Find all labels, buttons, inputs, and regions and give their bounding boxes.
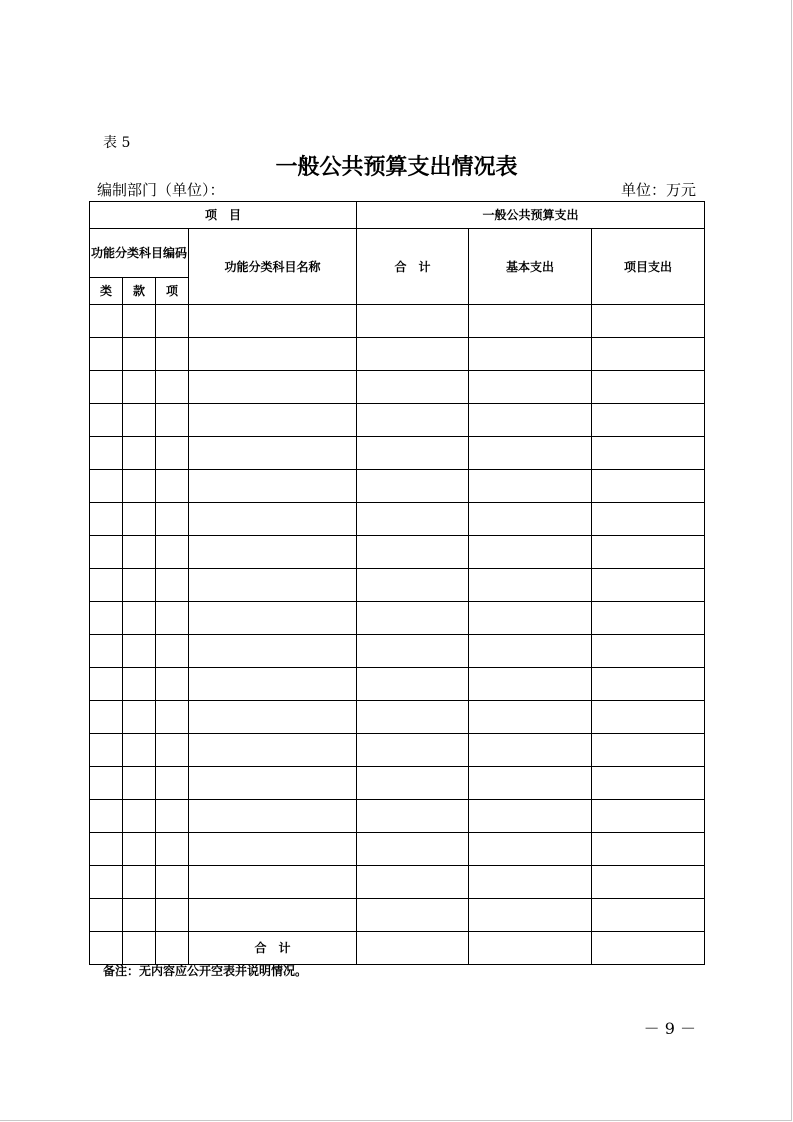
header-xiang: 项 — [156, 278, 189, 305]
header-lei: 类 — [90, 278, 123, 305]
table-cell — [156, 305, 189, 338]
table-cell — [156, 569, 189, 602]
table-row — [90, 734, 705, 767]
table-number: 表 5 — [103, 135, 131, 151]
table-cell — [469, 635, 592, 668]
table-cell — [123, 503, 156, 536]
page-title: 一般公共预算支出情况表 — [275, 155, 518, 180]
table-cell — [156, 437, 189, 470]
table-cell — [357, 866, 469, 899]
table-cell — [592, 701, 705, 734]
table-cell — [90, 437, 123, 470]
table-cell — [189, 338, 357, 371]
table-cell — [156, 932, 189, 965]
unit-label: 单位：万元 — [620, 181, 696, 199]
table-cell — [123, 701, 156, 734]
table-cell — [123, 338, 156, 371]
table-cell — [123, 800, 156, 833]
total-row-project — [592, 932, 705, 965]
table-cell — [357, 767, 469, 800]
table-cell — [189, 536, 357, 569]
total-row-label: 合 计 — [189, 932, 357, 965]
table-cell — [90, 635, 123, 668]
table-cell — [189, 503, 357, 536]
table-cell — [123, 536, 156, 569]
table-cell — [592, 767, 705, 800]
budget-expenditure-table — [89, 201, 705, 965]
table-cell — [123, 602, 156, 635]
table-cell — [357, 569, 469, 602]
table-cell — [189, 371, 357, 404]
table-cell — [469, 404, 592, 437]
total-row-basic — [469, 932, 592, 965]
table-cell — [469, 536, 592, 569]
table-cell — [469, 503, 592, 536]
table-row — [90, 635, 705, 668]
header-basic: 基本支出 — [469, 229, 592, 305]
total-row — [90, 932, 705, 965]
table-cell — [357, 404, 469, 437]
table-cell — [189, 767, 357, 800]
table-cell — [90, 503, 123, 536]
table-cell — [156, 668, 189, 701]
table-cell — [357, 470, 469, 503]
table-cell — [592, 569, 705, 602]
table-cell — [469, 833, 592, 866]
table-cell — [156, 800, 189, 833]
table-cell — [123, 899, 156, 932]
table-cell — [189, 404, 357, 437]
table-cell — [156, 866, 189, 899]
table-cell — [189, 437, 357, 470]
table-cell — [592, 371, 705, 404]
table-cell — [90, 305, 123, 338]
table-cell — [469, 305, 592, 338]
table-cell — [469, 338, 592, 371]
table-cell — [90, 734, 123, 767]
table-cell — [592, 635, 705, 668]
header-total: 合 计 — [357, 229, 469, 305]
table-cell — [123, 371, 156, 404]
header-code: 功能分类科目编码 — [90, 229, 189, 278]
table-cell — [357, 338, 469, 371]
table-cell — [357, 536, 469, 569]
header-project: 项目支出 — [592, 229, 705, 305]
table-cell — [189, 833, 357, 866]
total-row-total — [357, 932, 469, 965]
dept-label: 编制部门（单位）： — [97, 181, 225, 199]
table-cell — [592, 866, 705, 899]
table-cell — [123, 404, 156, 437]
table-cell — [469, 800, 592, 833]
table-cell — [469, 602, 592, 635]
table-cell — [189, 800, 357, 833]
table-cell — [156, 338, 189, 371]
table-cell — [90, 767, 123, 800]
table-row — [90, 767, 705, 800]
header-budget: 一般公共预算支出 — [357, 202, 705, 229]
table-row — [90, 569, 705, 602]
table-cell — [357, 503, 469, 536]
table-cell — [592, 800, 705, 833]
table-row — [90, 602, 705, 635]
table-cell — [156, 371, 189, 404]
table-row — [90, 899, 705, 932]
table-cell — [357, 602, 469, 635]
table-cell — [123, 833, 156, 866]
table-cell — [189, 569, 357, 602]
table-cell — [357, 371, 469, 404]
table-cell — [156, 833, 189, 866]
table-cell — [123, 734, 156, 767]
table-row — [90, 371, 705, 404]
table-cell — [90, 899, 123, 932]
table-row — [90, 470, 705, 503]
table-cell — [592, 470, 705, 503]
table-cell — [357, 899, 469, 932]
table-cell — [123, 305, 156, 338]
table-cell — [156, 470, 189, 503]
table-cell — [357, 437, 469, 470]
table-cell — [469, 767, 592, 800]
table-row — [90, 833, 705, 866]
table-cell — [469, 701, 592, 734]
table-cell — [592, 668, 705, 701]
table-cell — [90, 932, 123, 965]
table-cell — [592, 536, 705, 569]
table-cell — [189, 701, 357, 734]
table-cell — [189, 899, 357, 932]
table-row — [90, 503, 705, 536]
table-cell — [189, 866, 357, 899]
table-cell — [156, 536, 189, 569]
table-cell — [90, 569, 123, 602]
table-cell — [357, 800, 469, 833]
table-cell — [90, 602, 123, 635]
table-cell — [357, 833, 469, 866]
table-cell — [123, 635, 156, 668]
table-cell — [189, 668, 357, 701]
table-cell — [469, 371, 592, 404]
table-cell — [189, 470, 357, 503]
page-number: － 9 － — [643, 1019, 696, 1038]
table-cell — [90, 338, 123, 371]
table-cell — [469, 470, 592, 503]
table-cell — [357, 305, 469, 338]
table-cell — [469, 866, 592, 899]
table-cell — [156, 602, 189, 635]
table-cell — [469, 437, 592, 470]
table-cell — [592, 833, 705, 866]
table-cell — [189, 635, 357, 668]
table-row — [90, 305, 705, 338]
table-cell — [156, 767, 189, 800]
table-cell — [592, 503, 705, 536]
table-cell — [156, 635, 189, 668]
table-cell — [592, 899, 705, 932]
table-cell — [469, 569, 592, 602]
table-cell — [123, 668, 156, 701]
table-row — [90, 800, 705, 833]
table-cell — [357, 734, 469, 767]
table-cell — [189, 305, 357, 338]
table-cell — [156, 899, 189, 932]
table-cell — [90, 701, 123, 734]
table-cell — [592, 602, 705, 635]
header-item: 项 目 — [90, 202, 357, 229]
table-cell — [357, 668, 469, 701]
table-cell — [592, 734, 705, 767]
table-cell — [90, 833, 123, 866]
table-cell — [592, 338, 705, 371]
table-row — [90, 536, 705, 569]
table-cell — [90, 866, 123, 899]
table-cell — [357, 635, 469, 668]
table-row — [90, 866, 705, 899]
table-cell — [123, 470, 156, 503]
table-cell — [90, 371, 123, 404]
table-cell — [123, 767, 156, 800]
table-cell — [90, 404, 123, 437]
table-cell — [592, 404, 705, 437]
table-cell — [90, 800, 123, 833]
table-cell — [189, 734, 357, 767]
table-cell — [469, 899, 592, 932]
table-row — [90, 338, 705, 371]
table-cell — [592, 305, 705, 338]
table-cell — [469, 734, 592, 767]
table-row — [90, 404, 705, 437]
table-cell — [156, 404, 189, 437]
header-name: 功能分类科目名称 — [189, 229, 357, 305]
table-cell — [592, 437, 705, 470]
table-cell — [90, 536, 123, 569]
header-kuan: 款 — [123, 278, 156, 305]
table-cell — [357, 701, 469, 734]
table-cell — [123, 932, 156, 965]
table-cell — [123, 866, 156, 899]
table-row — [90, 668, 705, 701]
table-row — [90, 701, 705, 734]
table-cell — [156, 734, 189, 767]
table-cell — [156, 701, 189, 734]
table-cell — [156, 503, 189, 536]
table-cell — [189, 602, 357, 635]
table-cell — [123, 569, 156, 602]
note: 备注：无内容应公开空表并说明情况。 — [103, 964, 308, 978]
table-cell — [90, 668, 123, 701]
table-row — [90, 437, 705, 470]
table-cell — [123, 437, 156, 470]
table-cell — [90, 470, 123, 503]
table-cell — [469, 668, 592, 701]
